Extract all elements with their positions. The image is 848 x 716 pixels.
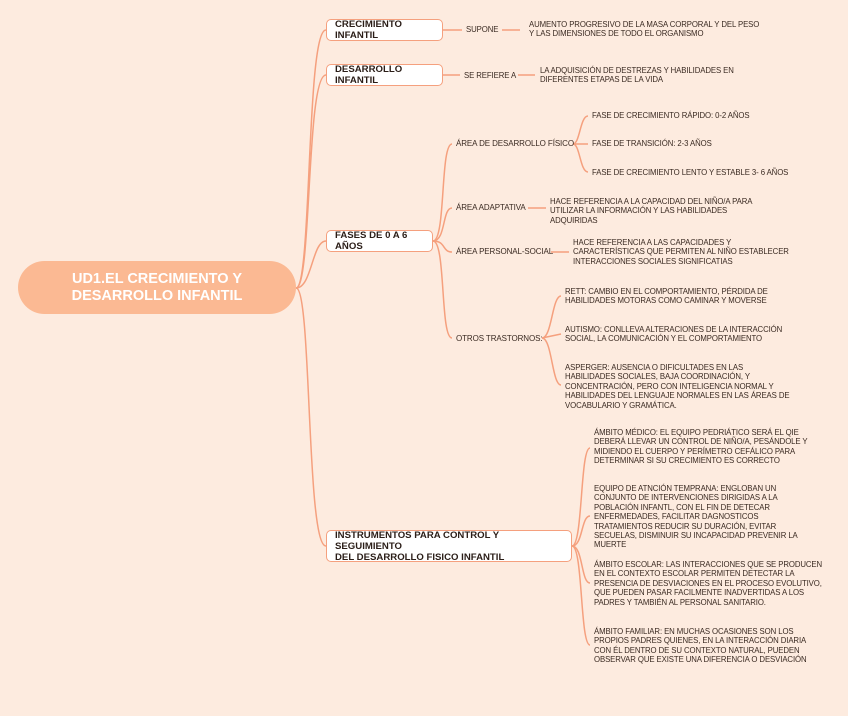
area-adaptativa[interactable]: ÁREA ADAPTATIVA <box>456 203 526 212</box>
topic-title: CRECIMIENTO INFANTIL <box>335 19 402 41</box>
link-se-refiere-a[interactable]: SE REFIERE A <box>464 71 517 80</box>
fase-crecimiento-rapido[interactable]: FASE DE CRECIMIENTO RÁPIDO: 0-2 AÑOS <box>592 111 750 120</box>
trastorno-rett[interactable]: RETT: CAMBIO EN EL COMPORTAMIENTO, PÉRDIDA DE HABILIDADES MOTORAS COMO CAMINAR Y MOVERSE <box>565 287 768 306</box>
subtopic-desarrollo-desc[interactable]: LA ADQUISICIÓN DE DESTREZAS Y HABILIDADES EN DIFERENTES ETAPAS DE LA VIDA <box>540 66 734 85</box>
topic-fases-0-6[interactable] <box>326 230 433 252</box>
topic-title: DESARROLLO INFANTIL <box>335 64 403 86</box>
root-topic[interactable] <box>18 261 296 314</box>
area-adaptativa-desc[interactable]: HACE REFERENCIA A LA CAPACIDAD DEL NIÑO/A PARA UTILIZAR LA INFORMACIÓN Y LAS HABILIDADES ADQUIRIDAS <box>550 197 753 225</box>
trastorno-autismo[interactable]: AUTISMO: CONLLEVA ALTERACIONES DE LA INTERACCIÓN SOCIAL, LA COMUNICACIÓN Y EL COMPORTAMIENTO <box>565 325 783 344</box>
subtopic-crecimiento-desc[interactable]: AUMENTO PROGRESIVO DE LA MASA CORPORAL Y DEL PESO Y LAS DIMENSIONES DE TODO EL ORGANISMO <box>529 20 760 39</box>
trastorno-asperger[interactable]: ASPERGER: AUSENCIA O DIFICULTADES EN LAS HABILIDADES SOCIALES, BAJA COORDINACIÓN, Y CONCENTRACIÓN, PERO CON INTELIGENCIA NORMAL Y HABILIDADES DEL LENGUAJE NORMALES EN LAS ÁREAS DE VOCABULARIO Y GRAMÁTICA. <box>565 363 790 410</box>
topic-instrumentos-control[interactable] <box>326 530 572 562</box>
otros-trastornos[interactable]: OTROS TRASTORNOS: <box>456 334 543 343</box>
equipo-atencion-temprana[interactable]: EQUIPO DE ATNCIÓN TEMPRANA: ENGLOBAN UN CONJUNTO DE INTERVENCIONES DIRIGIDAS A LA POBLACIÓN INFANTL, CON EL FIN DE DETECAR ENFERMEDADES, FACILITAR DAGNOSTICOS TRATAMIENTOS REDUCIR SU DURACIÓN, EVITAR SECUELAS, DISMINUIR SU INCAPACIDAD PREVENIR LA MUERTE <box>594 484 798 550</box>
topic-crecimiento-infantil[interactable] <box>326 19 443 41</box>
topic-title: FASES DE 0 A 6 AÑOS <box>335 230 408 252</box>
fase-transicion[interactable]: FASE DE TRANSICIÓN: 2-3 AÑOS <box>592 139 712 148</box>
link-supone[interactable]: SUPONE <box>466 25 499 34</box>
topic-title: INSTRUMENTOS PARA CONTROL Y SEGUIMIENTO DEL DESARROLLO FISICO INFANTIL <box>335 529 505 563</box>
topic-desarrollo-infantil[interactable] <box>326 64 443 86</box>
ambito-medico[interactable]: ÁMBITO MÉDICO: EL EQUIPO PEDRIÁTICO SERÁ EL QIE DEBERÁ LLEVAR UN CONTROL DE NIÑO/A, PESÁNDOLE Y MIDIENDO EL CUERPO Y PERÍMETRO CEFÁLICO PARA DETERMINAR SI SU CRECIMIENTO ES CORRECTO <box>594 428 808 466</box>
area-desarrollo-fisico[interactable]: ÁREA DE DESARROLLO FÍSICO <box>456 139 574 148</box>
ambito-familiar[interactable]: ÁMBITO FAMILIAR: EN MUCHAS OCASIONES SON LOS PROPIOS PADRES QUIENES, EN LA INTERACCIÓN DIARIA CON ÉL DENTRO DE SU CONTEXTO NATURAL, PUEDEN OBSERVAR QUE EXISTE UNA DIFERENCIA O DESVIACIÓN <box>594 627 807 665</box>
root-title: UD1.EL CRECIMIENTO Y DESARROLLO INFANTIL <box>71 270 243 304</box>
ambito-escolar[interactable]: ÁMBITO ESCOLAR: LAS INTERACCIONES QUE SE PRODUCEN EN EL CONTEXTO ESCOLAR PERMITEN DETECTAR LA PRESENCIA DE DESVIACIONES EN EL PROCESO EVOLUTIVO, QUE PUEDEN PASAR FACILMENTE INADVERTIDAS A LOS PADRES Y TAMBIÉN AL PERSONAL SANITARIO. <box>594 560 823 607</box>
fase-crecimiento-lento[interactable]: FASE DE CRECIMIENTO LENTO Y ESTABLE 3- 6 AÑOS <box>592 168 789 177</box>
area-personal-social[interactable]: ÁREA PERSONAL-SOCIAL <box>456 247 554 256</box>
area-personal-social-desc[interactable]: HACE REFERENCIA A LAS CAPACIDADES Y CARACTERÍSTICAS QUE PERMITEN AL NIÑO ESTABLECER INTERACCIONES SOCIALES SIGNIFICATIAS <box>573 238 789 266</box>
